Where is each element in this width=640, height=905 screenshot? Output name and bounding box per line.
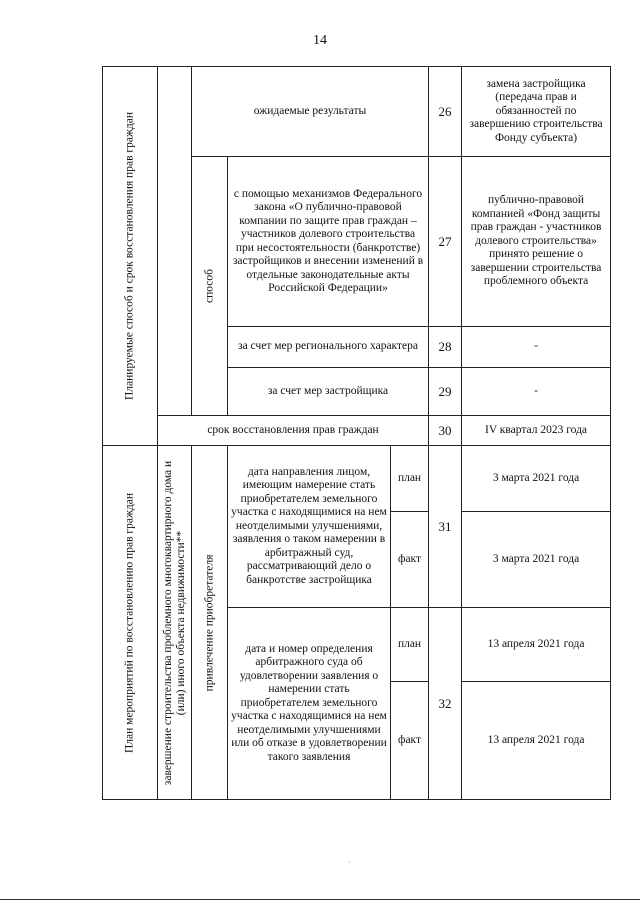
row-27-number: 27 — [429, 157, 462, 327]
row-32-number: 32 — [429, 608, 462, 800]
row-26-number: 26 — [429, 67, 462, 157]
row-30-number: 30 — [429, 416, 462, 446]
page-bottom-edge — [0, 899, 640, 900]
blank-cell — [158, 67, 192, 416]
row-32-fact-value: 13 апреля 2021 года — [462, 682, 611, 800]
scan-speck: · — [348, 858, 351, 867]
row-28-label: за счет мер регионального характера — [228, 327, 429, 368]
row-26-label: ожидаемые результаты — [192, 67, 429, 157]
row-32-plan-label: план — [391, 608, 429, 682]
row-27-label: с помощью механизмов Федерального закона «О публично-правовой компании по защите прав граждан – участников долевого строительства при несостоятельности (банкротстве) застройщиков и внесении изменений в отдельные законодательные акты Российской Федерации» — [228, 157, 429, 327]
row-31-fact-label: факт — [391, 512, 429, 608]
row-31-plan-value: 3 марта 2021 года — [462, 446, 611, 512]
row-29-label: за счет мер застройщика — [228, 368, 429, 416]
row-32-label: дата и номер определения арбитражного суда об удовлетворении заявления о намерении стать приобретателем земельного участка с находящимися на нем неотделимыми улучшениями или об отказе в удовлетворении такого заявления — [228, 608, 391, 800]
row-28-number: 28 — [429, 327, 462, 368]
row-30-value: IV квартал 2023 года — [462, 416, 611, 446]
row-28-value: - — [462, 327, 611, 368]
subsection-method: способ — [192, 157, 228, 416]
row-32-plan-value: 13 апреля 2021 года — [462, 608, 611, 682]
row-31-label: дата направления лицом, имеющим намерение стать приобретателем земельного участка с находящимися на нем неотделимыми улучшениями, заявления о таком намерении в арбитражный суд, рассматривающий дело о банкротстве застройщика — [228, 446, 391, 608]
section-planned-method: Планируемые способ и срок восстановления прав граждан — [103, 67, 158, 446]
row-31-fact-value: 3 марта 2021 года — [462, 512, 611, 608]
row-31-number: 31 — [429, 446, 462, 608]
row-27-value: публично-правовой компанией «Фонд защиты прав граждан - участников долевого строительства» принято решение о завершении строительства проблемного объекта — [462, 157, 611, 327]
page-number: 14 — [313, 33, 327, 48]
section-action-plan: План мероприятий по восстановлению прав граждан — [103, 446, 158, 800]
subsection-completion: завершение строительства проблемного многоквартирного дома и (или) иного объекта недвижимости** — [158, 446, 192, 800]
document-table — [102, 66, 611, 800]
row-26-value: замена застройщика (передача прав и обязанностей по завершению строительства Фонду субъекта) — [462, 67, 611, 157]
row-29-number: 29 — [429, 368, 462, 416]
row-32-fact-label: факт — [391, 682, 429, 800]
row-31-plan-label: план — [391, 446, 429, 512]
row-29-value: - — [462, 368, 611, 416]
subsection-attraction: привлечение приобретателя — [192, 446, 228, 800]
row-30-label: срок восстановления прав граждан — [158, 416, 429, 446]
